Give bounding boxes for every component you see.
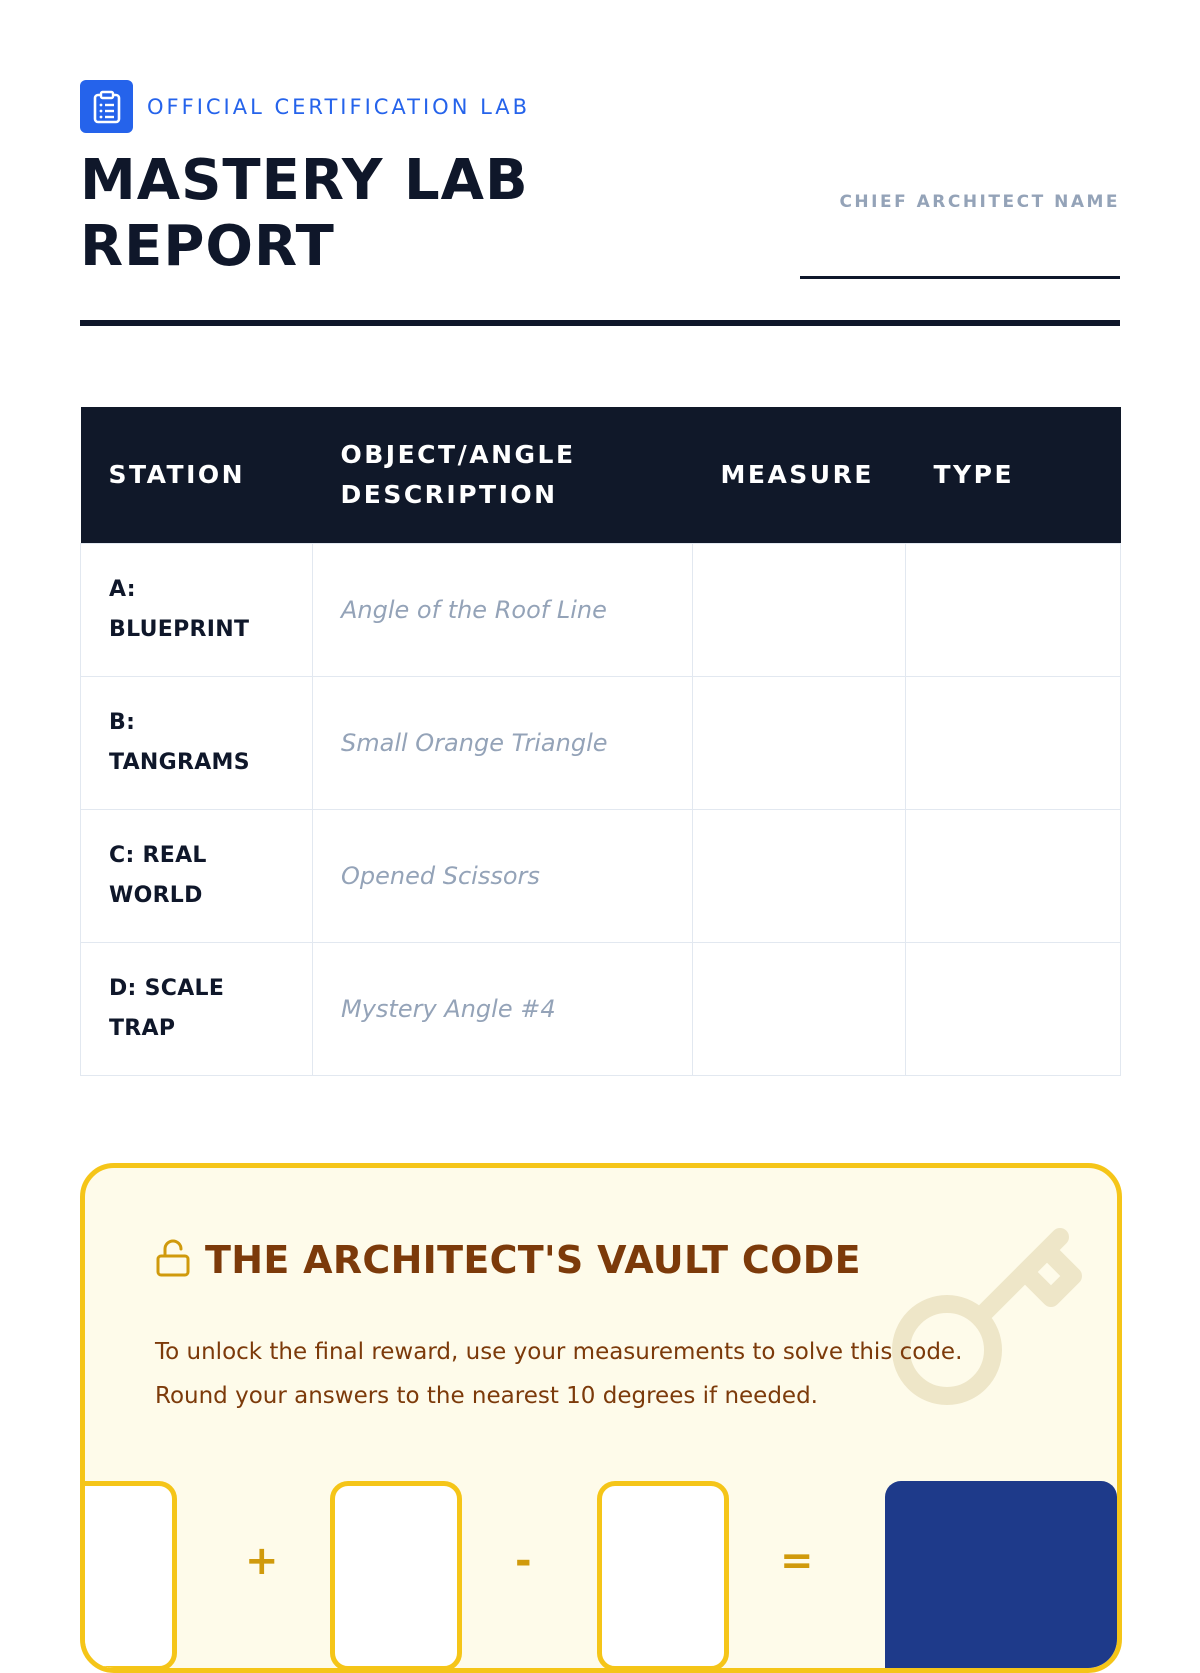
clipboard-icon — [80, 80, 133, 133]
col-header-description: OBJECT/ANGLE DESCRIPTION — [313, 407, 693, 544]
header-divider — [80, 320, 1120, 326]
station-cell: A: BLUEPRINT — [109, 577, 250, 642]
vault-answer-box[interactable] — [885, 1481, 1117, 1673]
title-line-1: MASTERY LAB — [80, 148, 529, 213]
signature-label: CHIEF ARCHITECT NAME — [839, 192, 1120, 212]
description-cell: Opened Scissors — [313, 810, 693, 943]
table-row — [81, 943, 1121, 1076]
type-cell[interactable] — [906, 677, 1121, 810]
description-cell: Mystery Angle #4 — [313, 943, 693, 1076]
measure-cell[interactable] — [693, 943, 906, 1076]
table-row — [81, 677, 1121, 810]
station-cell: D: SCALE TRAP — [109, 976, 225, 1041]
measure-cell[interactable] — [693, 810, 906, 943]
description-cell: Small Orange Triangle — [313, 677, 693, 810]
signature-line[interactable] — [800, 276, 1120, 279]
code-input-box-2[interactable] — [330, 1481, 462, 1671]
eyebrow-text: OFFICIAL CERTIFICATION LAB — [147, 94, 531, 119]
measure-cell[interactable] — [693, 544, 906, 677]
station-cell: C: REAL WORLD — [109, 843, 207, 908]
code-input-box-3[interactable] — [597, 1481, 729, 1671]
description-cell: Angle of the Roof Line — [313, 544, 693, 677]
minus-operator: - — [515, 1538, 532, 1584]
title-line-2: REPORT — [80, 214, 335, 279]
vault-instructions: To unlock the final reward, use your measurements to solve this code. Round your answers to the nearest 10 degrees if needed. — [155, 1339, 963, 1409]
plus-operator: + — [245, 1538, 279, 1584]
type-cell[interactable] — [906, 943, 1121, 1076]
vault-heading — [155, 1238, 861, 1282]
table-row — [81, 810, 1121, 943]
code-input-box-1[interactable] — [80, 1481, 177, 1671]
col-header-type: TYPE — [906, 407, 1121, 544]
eyebrow — [80, 80, 530, 133]
type-cell[interactable] — [906, 544, 1121, 677]
station-cell: B: TANGRAMS — [109, 710, 250, 775]
vault-code-panel — [80, 1163, 1122, 1673]
table-row — [81, 544, 1121, 677]
lock-open-icon — [155, 1239, 191, 1281]
type-cell[interactable] — [906, 810, 1121, 943]
table-header-row — [81, 407, 1121, 544]
signature-block — [800, 192, 1120, 212]
page-title — [80, 148, 680, 280]
vault-title: THE ARCHITECT'S VAULT CODE — [205, 1238, 861, 1282]
col-header-station: STATION — [81, 407, 313, 544]
equals-operator: = — [780, 1538, 814, 1584]
lab-report-table — [80, 407, 1121, 1076]
measure-cell[interactable] — [693, 677, 906, 810]
col-header-measure: MEASURE — [693, 407, 906, 544]
